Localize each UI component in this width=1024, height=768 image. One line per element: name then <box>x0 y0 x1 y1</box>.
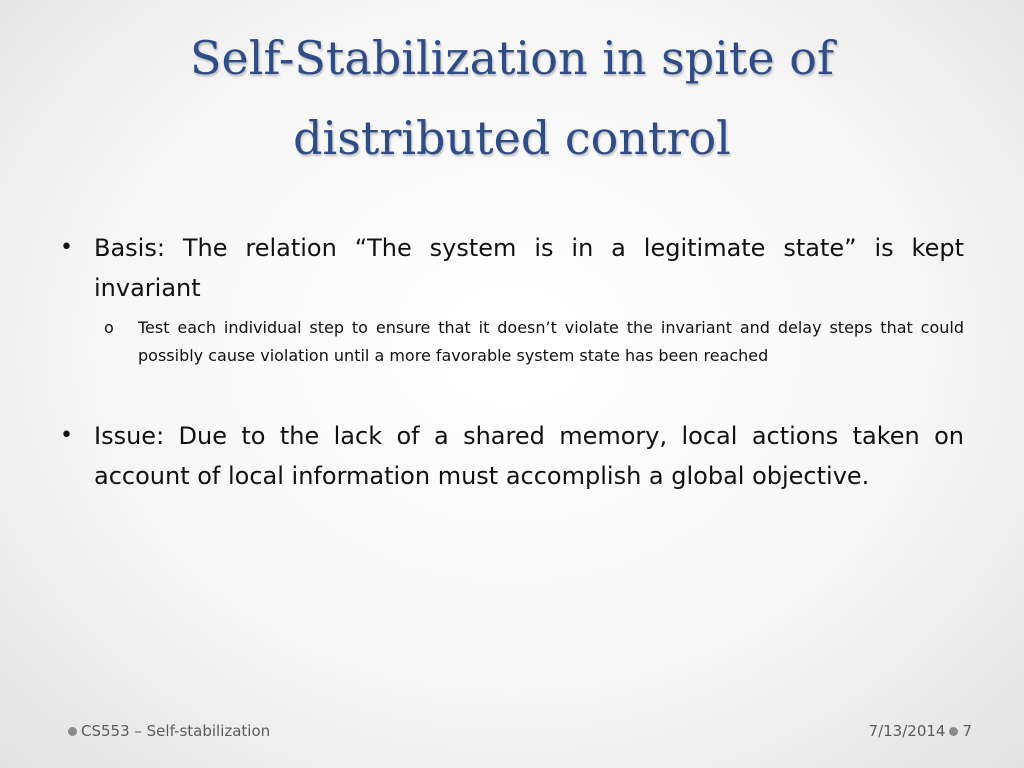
bullet-basis <box>60 228 964 308</box>
footer-date: 7/13/2014 <box>868 722 946 740</box>
bullet-dot-icon: • <box>60 423 73 448</box>
page-number: 7 <box>962 722 972 740</box>
bullet-dot-icon: • <box>60 235 73 260</box>
footer-course: CS553 – Self-stabilization <box>81 722 271 740</box>
slide-title: Self-Stabilization in spite of distributed control <box>190 31 834 165</box>
bullet-issue-text: Issue: Due to the lack of a shared memory, local actions taken on account of local information must accomplish a global objective. <box>94 422 964 490</box>
sub-bullet-test-step <box>60 314 964 370</box>
footer-right <box>869 722 972 740</box>
footer-dot-icon <box>68 727 77 736</box>
slide-body <box>60 228 964 496</box>
bullet-issue <box>60 416 964 496</box>
sub-bullet-test-step-text: Test each individual step to ensure that it doesn’t violate the invariant and delay steps that could possibly cause violation until a more favorable system state has been reached <box>138 318 964 365</box>
circle-bullet-icon: o <box>104 318 114 337</box>
bullet-basis-text: Basis: The relation “The system is in a legitimate state” is kept invariant <box>94 234 964 302</box>
footer-dot-icon <box>949 727 958 736</box>
footer-left <box>64 722 270 740</box>
